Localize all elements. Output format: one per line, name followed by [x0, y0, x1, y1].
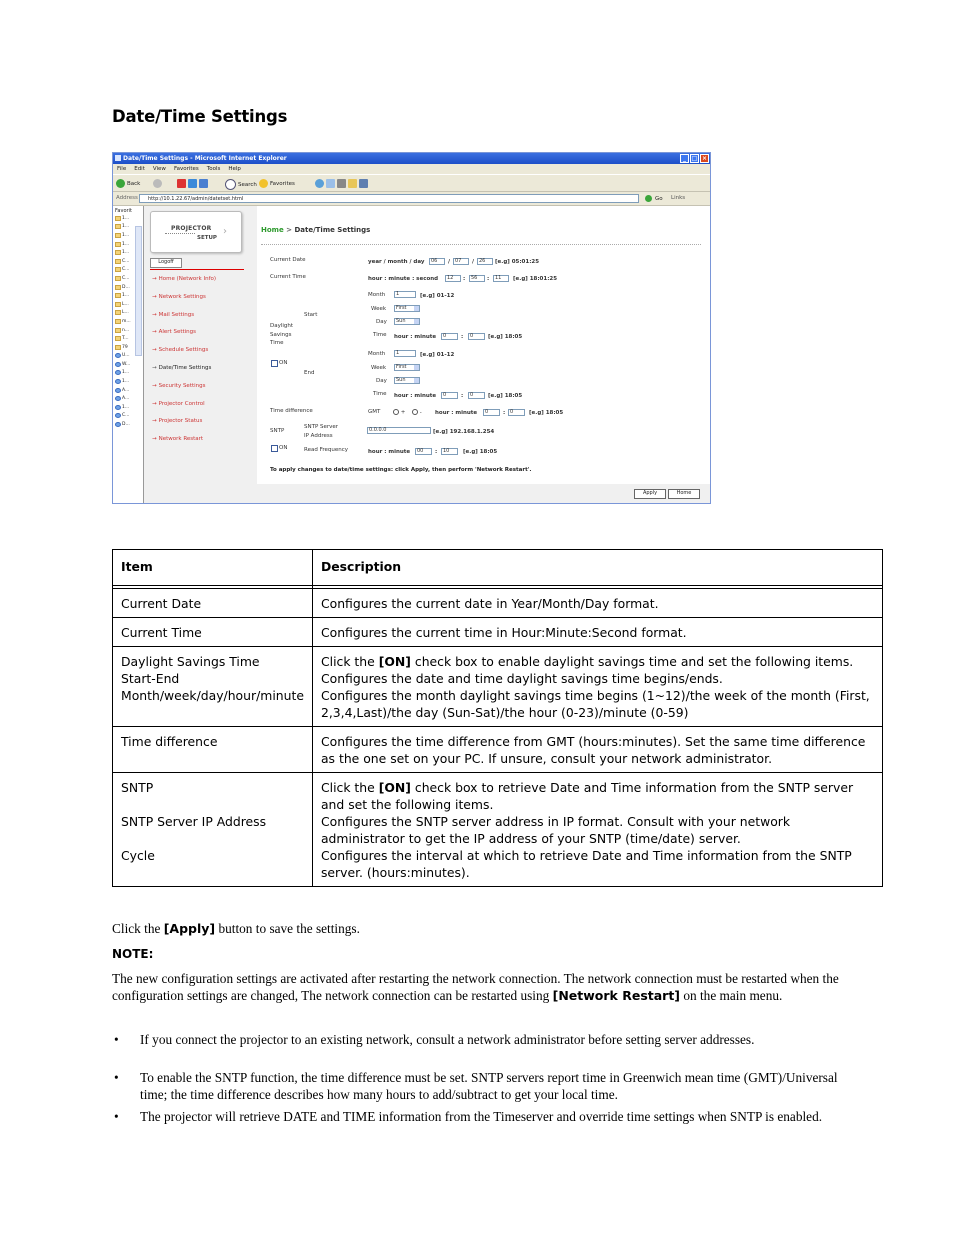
arrow-icon: →: [152, 311, 157, 318]
end-month-label: Month: [368, 351, 386, 357]
end-month-field[interactable]: 1: [394, 350, 416, 357]
diff-hour-field[interactable]: 0: [483, 409, 500, 416]
breadcrumb: Home > Date/Time Settings: [261, 226, 371, 234]
nav-list: [152, 276, 216, 454]
menu-bar: [113, 164, 710, 174]
favorites-item[interactable]: A...: [113, 394, 143, 403]
nav-item-network-restart[interactable]: → Network Restart: [152, 436, 204, 443]
favorites-item[interactable]: 79: [113, 343, 143, 352]
favorites-item[interactable]: m...: [113, 317, 143, 326]
end-week-label: Week: [371, 365, 387, 371]
gmt-label: GMT: [368, 409, 381, 415]
maximize-icon[interactable]: □: [691, 155, 698, 162]
folder-icon: [115, 276, 121, 281]
arrow-icon: →: [152, 276, 157, 282]
end-hm-format: hour : minute: [394, 393, 437, 399]
search-icon: [225, 179, 236, 190]
menu-edit[interactable]: Edit: [134, 166, 145, 172]
table-header-row: [113, 550, 883, 586]
page-icon: [115, 353, 121, 358]
favorites-item[interactable]: D...: [113, 420, 143, 429]
address-bar: [113, 192, 710, 206]
folder-icon: [115, 319, 121, 324]
sntp-ip-example: [e.g] 192.168.1.254: [433, 429, 495, 435]
projector-setup-logo: PROJECTOR SETUP ›: [150, 211, 242, 253]
arrow-icon: →: [152, 382, 157, 389]
nav-divider: [150, 269, 244, 270]
section-heading: Date/Time Settings: [112, 107, 288, 126]
apply-paragraph: Click the [Apply] button to save the settings.: [112, 921, 360, 936]
favorites-item[interactable]: 1...: [113, 369, 143, 378]
time-second-field[interactable]: 11: [493, 275, 509, 282]
page-icon: [115, 405, 121, 410]
arrow-icon: →: [152, 400, 157, 407]
folder-icon: [115, 267, 121, 272]
window-title: Date/Time Settings - Microsoft Internet Explorer: [123, 155, 287, 162]
favorites-item[interactable]: 1...: [113, 214, 143, 223]
arrow-icon: →: [152, 418, 157, 425]
time-diff-label: Time difference: [270, 408, 313, 414]
go-icon: [645, 195, 652, 202]
date-month-field[interactable]: 07: [453, 258, 469, 265]
links-label[interactable]: Links: [671, 195, 686, 201]
page-icon: [115, 388, 121, 393]
dst-label: Daylight Savings Time: [270, 323, 294, 346]
nav-item-mail-settings[interactable]: → Mail Settings: [152, 311, 195, 318]
start-month-example: [e.g] 01-12: [420, 293, 455, 299]
page-icon: [115, 422, 121, 427]
row-item: Current Date: [113, 589, 313, 618]
sntp-server-label: SNTP Server IP Address: [304, 424, 339, 439]
menu-file[interactable]: File: [117, 166, 127, 172]
read-frequency-label: Read Frequency: [304, 447, 348, 453]
row-item: Current Time: [113, 618, 313, 647]
stop-icon[interactable]: [177, 179, 186, 188]
left-navigation: [144, 206, 257, 504]
favorites-item[interactable]: W...: [113, 360, 143, 369]
gmt-plus-radio[interactable]: +: [393, 409, 405, 416]
favorites-item[interactable]: 1...: [113, 240, 143, 249]
close-icon[interactable]: ×: [701, 155, 708, 162]
dst-on-label: ON: [279, 360, 288, 366]
folder-icon: [115, 216, 121, 221]
nav-item-projector-control[interactable]: → Projector Control: [152, 400, 205, 407]
projector-web-page: [144, 206, 710, 504]
ie-icon: [115, 155, 121, 161]
menu-favorites[interactable]: Favorites: [173, 166, 199, 172]
folder-icon: [115, 233, 121, 238]
date-day-field[interactable]: 26: [477, 258, 493, 265]
folder-icon: [115, 336, 121, 341]
favorites-item[interactable]: A...: [113, 386, 143, 395]
end-minute-field[interactable]: 0: [468, 392, 485, 399]
folder-icon[interactable]: [348, 179, 357, 188]
nav-item-security-settings[interactable]: → Security Settings: [152, 382, 206, 389]
start-time-label: Time: [373, 332, 387, 338]
favorites-item[interactable]: n...: [113, 326, 143, 335]
messenger-icon[interactable]: [359, 179, 368, 188]
end-month-example: [e.g] 01-12: [420, 352, 455, 358]
folder-icon: [115, 345, 121, 350]
table-header-description: Description: [312, 550, 882, 586]
folder-icon: [115, 242, 121, 247]
row-description: Configures the current date in Year/Month/Day format.: [312, 589, 882, 618]
end-hour-field[interactable]: 0: [441, 392, 458, 399]
forward-button[interactable]: [153, 179, 162, 188]
sntp-on-label: ON: [279, 445, 288, 451]
start-hour-field[interactable]: 0: [441, 333, 458, 340]
favorites-item[interactable]: C...: [113, 274, 143, 283]
favorites-scrollbar[interactable]: [135, 226, 142, 356]
freq-hm-format: hour : minute: [368, 449, 411, 455]
date-year-field[interactable]: 06: [429, 258, 445, 265]
start-minute-field[interactable]: 0: [468, 333, 485, 340]
breadcrumb-current: Date/Time Settings: [294, 226, 371, 234]
nav-item-date-time-settings[interactable]: → Date/Time Settings: [152, 364, 212, 371]
gmt-minus-radio[interactable]: -: [412, 409, 422, 416]
time-format-label: hour : minute : second: [368, 276, 439, 282]
nav-item-network-settings[interactable]: → Network Settings: [152, 293, 206, 300]
forward-icon: [153, 179, 162, 188]
sntp-on-checkbox[interactable]: [271, 445, 278, 452]
apply-button[interactable]: Apply: [634, 489, 666, 499]
mail-icon[interactable]: [326, 179, 335, 188]
end-hm-example: [e.g] 18:05: [488, 393, 523, 399]
page-icon: [115, 370, 121, 375]
browser-screenshot: [112, 152, 711, 504]
time-example: [e.g] 18:01:25: [513, 276, 558, 282]
favorites-item[interactable]: 1...: [113, 377, 143, 386]
note-label: NOTE:: [112, 947, 154, 961]
favorites-pane: [113, 206, 144, 504]
favorites-item[interactable]: 1...: [113, 291, 143, 300]
date-example: [e.g] 05:01:25: [495, 259, 540, 265]
favorites-item[interactable]: L...: [113, 309, 143, 318]
end-time-label: Time: [373, 391, 387, 397]
arrow-icon: →: [152, 347, 157, 354]
page-icon: [115, 413, 121, 418]
window-titlebar: [113, 153, 710, 164]
row-description: Configures the current time in Hour:Minute:Second format.: [312, 618, 882, 647]
nav-item-projector-status[interactable]: → Projector Status: [152, 418, 203, 425]
favorites-item[interactable]: C...: [113, 257, 143, 266]
date-format-label: year / month / day: [368, 259, 425, 265]
bottom-bar: [257, 484, 710, 504]
favorites-item[interactable]: 1...: [113, 223, 143, 232]
breadcrumb-home[interactable]: Home: [261, 226, 284, 234]
start-month-label: Month: [368, 292, 386, 298]
folder-icon: [115, 224, 121, 229]
favorites-item[interactable]: C...: [113, 266, 143, 275]
back-button[interactable]: Back: [116, 179, 140, 188]
row-description: Click the [ON] check box to retrieve Date and Time information from the SNTP server and set the following items. Configures the SNTP server address in IP format. Consult with your network administrator to get the IP address of your SNTP (time/date) server. Configures the interval at which to retrieve Date and Time information from the SNTP server. (hours:minutes).: [312, 773, 882, 887]
favorites-item[interactable]: 1...: [113, 248, 143, 257]
freq-minute-field[interactable]: 10: [441, 448, 458, 455]
dst-on-checkbox[interactable]: [271, 360, 278, 367]
favorites-item[interactable]: C...: [113, 412, 143, 421]
settings-description-table: [112, 549, 883, 887]
current-date-label: Current Date: [270, 257, 306, 263]
page-icon: [115, 362, 121, 367]
row-description: Configures the time difference from GMT (hours:minutes). Set the same time difference as the one set on your PC. If unsure, consult your network administrator.: [312, 727, 882, 773]
bullet-item: • The projector will retrieve DATE and TIME information from the Timeserver and override time settings when SNTP is enabled.: [114, 1109, 823, 1124]
start-week-label: Week: [371, 306, 387, 312]
logoff-button[interactable]: Logoff: [150, 258, 182, 268]
diff-minute-field[interactable]: 0: [508, 409, 525, 416]
arrow-icon: →: [152, 293, 157, 300]
arrow-icon: →: [152, 436, 157, 443]
table-header-item: Item: [113, 550, 313, 586]
diff-hm-example: [e.g] 18:05: [529, 410, 564, 416]
favorites-item[interactable]: 1...: [113, 403, 143, 412]
row-description: Click the [ON] check box to enable daylight savings time and set the following items. Configures the date and time daylight savings time begins/ends. Configures the month daylight savings time begins (1~12)/the week of the month (First, 2,3,4,Last)/the day (Sun-Sat)/the hour (0-23)/minute (0-59): [312, 647, 882, 727]
refresh-icon[interactable]: [188, 179, 197, 188]
address-input[interactable]: http://10.1.22.67/admin/datetset.html: [139, 194, 639, 203]
time-hour-field[interactable]: 12: [445, 275, 461, 282]
favorites-header: Favorit: [115, 208, 132, 214]
table-row: [113, 727, 883, 773]
folder-icon: [115, 302, 121, 307]
start-hm-example: [e.g] 18:05: [488, 334, 523, 340]
row-item: Daylight Savings Time Start-End Month/week/day/hour/minute: [113, 647, 313, 727]
folder-icon: [115, 328, 121, 333]
favorites-item[interactable]: D...: [113, 283, 143, 292]
address-label: Address: [116, 195, 138, 201]
apply-instruction: To apply changes to date/time settings: click Apply, then perform 'Network Restart'.: [270, 467, 532, 473]
row-item: SNTP SNTP Server IP Address Cycle: [113, 773, 313, 887]
current-time-label: Current Time: [270, 274, 306, 280]
nav-item-alert-settings[interactable]: → Alert Settings: [152, 329, 197, 336]
arrow-icon: →: [152, 364, 157, 371]
menu-view[interactable]: View: [152, 166, 166, 172]
start-month-field[interactable]: 1: [394, 291, 416, 298]
end-day-select[interactable]: Sun: [394, 377, 420, 384]
favorites-button[interactable]: Favorites: [259, 179, 295, 188]
favorites-item[interactable]: L...: [113, 300, 143, 309]
folder-icon: [115, 293, 121, 298]
minimize-icon[interactable]: _: [680, 154, 689, 163]
folder-icon: [115, 310, 121, 315]
favorites-item[interactable]: T...: [113, 334, 143, 343]
row-item: Time difference: [113, 727, 313, 773]
sntp-label: SNTP: [270, 428, 285, 434]
browser-toolbar: [113, 174, 710, 192]
go-button[interactable]: Go: [645, 195, 663, 202]
arrow-icon: ›: [223, 226, 227, 237]
home-button[interactable]: Home: [668, 489, 700, 499]
back-icon: [116, 179, 125, 188]
nav-item-schedule-settings[interactable]: → Schedule Settings: [152, 347, 209, 354]
print-icon[interactable]: [337, 179, 346, 188]
bullet-item: • To enable the SNTP function, the time difference must be set. SNTP servers report time in Greenwich mean time (GMT)/Universal time; the time difference describes how many hours to add/subtract to get your local time.: [114, 1070, 838, 1102]
search-button[interactable]: Search: [225, 179, 257, 190]
menu-help[interactable]: Help: [228, 166, 241, 172]
freq-hour-field[interactable]: 00: [415, 448, 432, 455]
star-icon: [259, 179, 268, 188]
dst-end-label: End: [304, 370, 315, 376]
start-week-select[interactable]: First: [394, 305, 420, 312]
start-hm-format: hour : minute: [394, 334, 437, 340]
page-icon: [115, 379, 121, 384]
time-minute-field[interactable]: 56: [469, 275, 485, 282]
freq-hm-example: [e.g] 18:05: [463, 449, 498, 455]
nav-item-home-network-info[interactable]: → Home (Network Info): [152, 276, 217, 282]
folder-icon: [115, 259, 121, 264]
bullet-item: • If you connect the projector to an existing network, consult a network administrator before setting server addresses.: [114, 1032, 755, 1047]
folder-icon: [115, 250, 121, 255]
table-row: [113, 647, 883, 727]
home-icon[interactable]: [199, 179, 208, 188]
sntp-ip-field[interactable]: 0.0.0.0: [367, 427, 431, 434]
start-day-select[interactable]: Sun: [394, 318, 420, 325]
start-day-label: Day: [376, 319, 387, 325]
diff-hm-format: hour : minute: [435, 410, 478, 416]
favorites-item[interactable]: 1...: [113, 231, 143, 240]
folder-icon: [115, 285, 121, 290]
table-row: [113, 773, 883, 887]
table-row: [113, 589, 883, 618]
menu-tools[interactable]: Tools: [206, 166, 221, 172]
media-icon[interactable]: [315, 179, 324, 188]
settings-content: Home > Date/Time Settings Current Date year / month / day 06 / 07 / 26 [e.g] 05:01:25 Current Time hour : minute : second 12 : 56 : 11 [e.g] 18:01:25 Daylight Savings Time ON Start End Month 1 [e.g] 01-12 Week First Day Sun Time hour : minute 0 : 0 [e.g] 18:05 Month 1 [e.g] 01-12 Week First Day Sun Time hour : minute 0 : 0 [e.g] 18:05 Time difference GMT + - hour : minute 0 : 0 [e.g] 18:05 SNTP ON SNTP Server IP Address 0.0.0.0 [e.g] 192.168.1.254 Read Frequency hour : minute 00 : 10 [e.g] 18:05 To apply changes to date/time settings: click Apply, then perform 'Network Restart'. Apply Home: [257, 206, 710, 504]
page-icon: [115, 396, 121, 401]
note-paragraph: The new configuration settings are activated after restarting the network connection. The network connection must be restarted when the configuration settings are changed, The network connection can be restarted using [Network Restart] on the main menu.: [112, 971, 839, 1003]
dst-start-label: Start: [304, 312, 318, 318]
arrow-icon: →: [152, 329, 157, 336]
favorites-item[interactable]: U...: [113, 352, 143, 361]
end-week-select[interactable]: First: [394, 364, 420, 371]
table-row: [113, 618, 883, 647]
end-day-label: Day: [376, 378, 387, 384]
